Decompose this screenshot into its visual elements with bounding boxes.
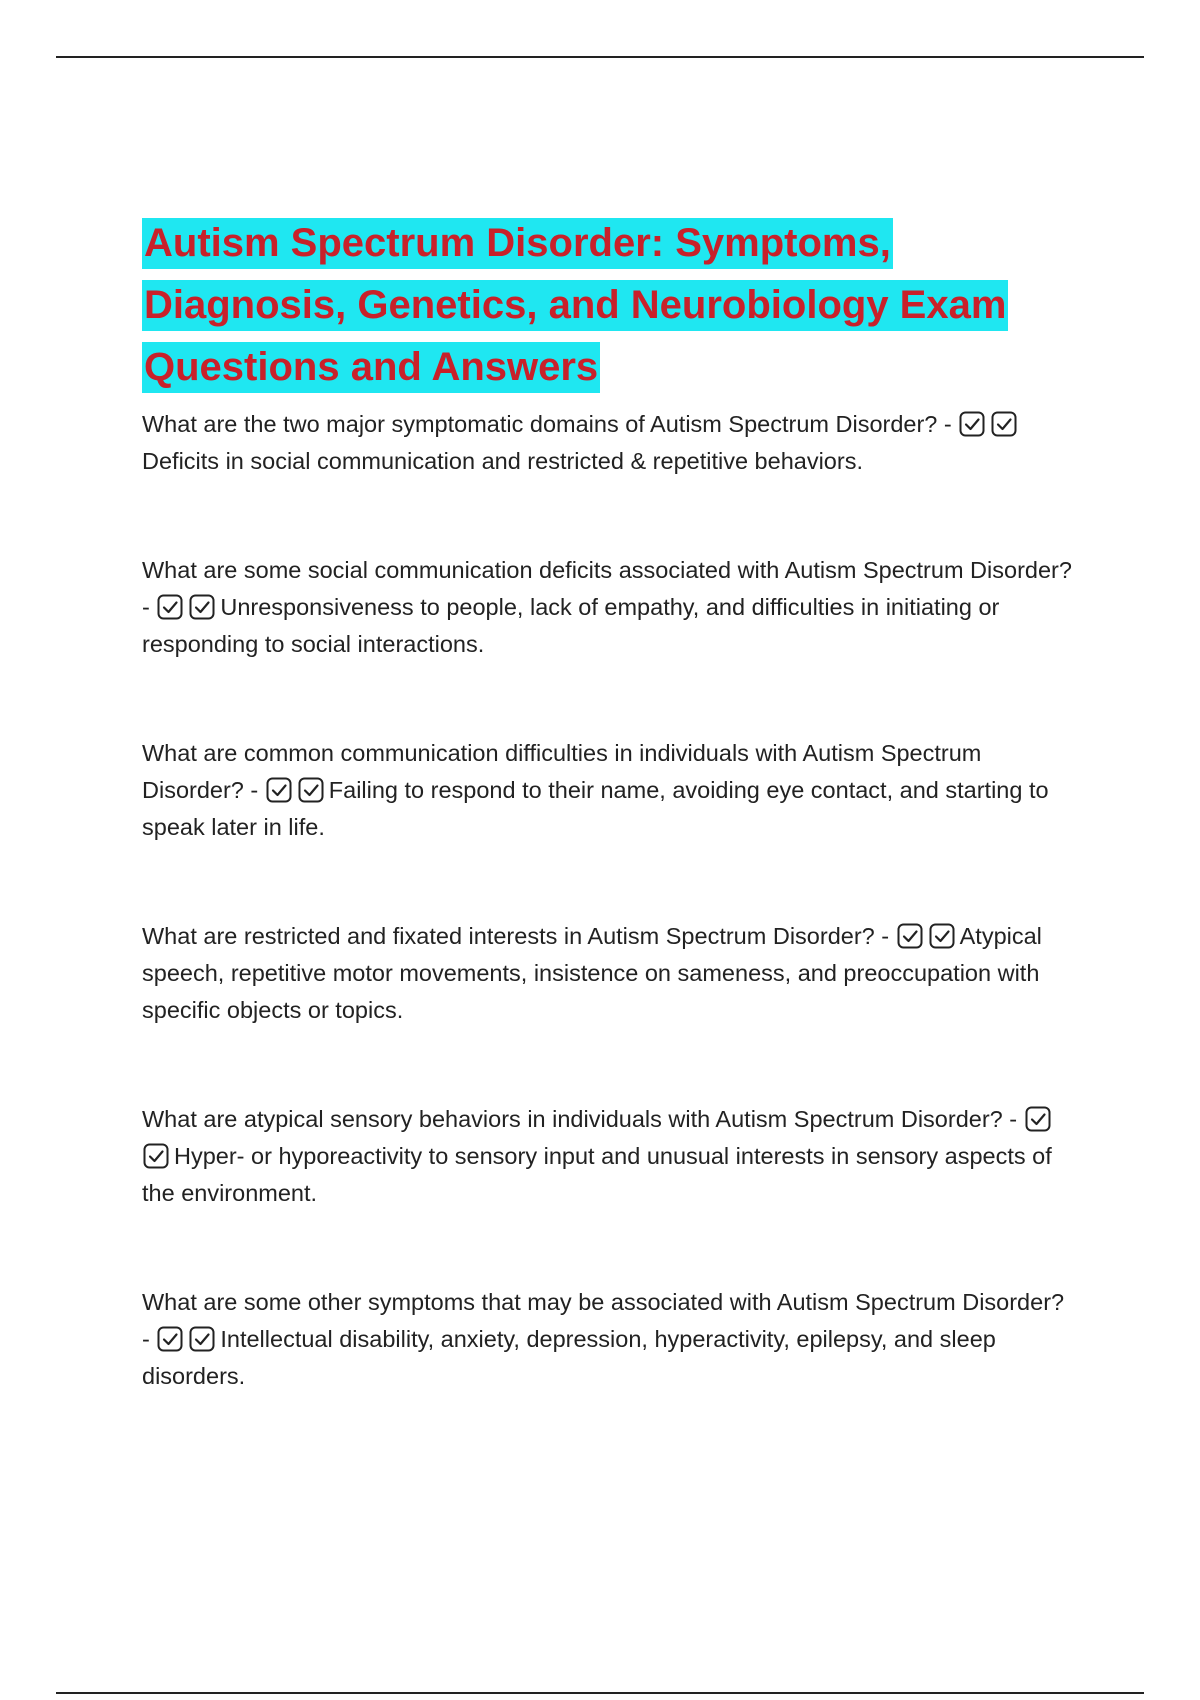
answer-text: Atypical speech, repetitive motor movements, insistence on sameness, and preoccupation with specific objects or topics.: [142, 923, 1042, 1023]
answer-text: Intellectual disability, anxiety, depression, hyperactivity, epilepsy, and sleep disorders.: [142, 1326, 996, 1389]
qa-item: [142, 735, 1072, 846]
question-text: What are atypical sensory behaviors in individuals with Autism Spectrum Disorder? -: [142, 1106, 1018, 1132]
qa-item: [142, 918, 1072, 1029]
question-text: What are common communication difficulties in individuals with Autism Spectrum Disorder? -: [142, 740, 982, 803]
document-title: [142, 212, 1072, 398]
checkbox-checked-icon: [297, 776, 325, 804]
qa-item: [142, 1284, 1072, 1395]
checkbox-checked-icon: [896, 922, 924, 950]
checkbox-checked-icon: [142, 1142, 170, 1170]
question-text: What are some social communication deficits associated with Autism Spectrum Disorder? -: [142, 557, 1072, 620]
checkbox-checked-icon: [156, 1325, 184, 1353]
question-text: What are some other symptoms that may be associated with Autism Spectrum Disorder? -: [142, 1289, 1065, 1352]
checkbox-checked-icon: [156, 593, 184, 621]
question-text: What are the two major symptomatic domains of Autism Spectrum Disorder? -: [142, 411, 952, 437]
checkbox-checked-icon: [990, 410, 1018, 438]
header-rule: [56, 56, 1144, 58]
qa-item: [142, 552, 1072, 663]
question-text: What are restricted and fixated interests in Autism Spectrum Disorder? -: [142, 923, 890, 949]
checkbox-checked-icon: [188, 1325, 216, 1353]
title-line: Autism Spectrum Disorder: Symptoms,: [142, 218, 893, 269]
answer-text: Hyper- or hyporeactivity to sensory input and unusual interests in sensory aspects of the environment.: [142, 1143, 1052, 1206]
checkbox-checked-icon: [188, 593, 216, 621]
title-line: Diagnosis, Genetics, and Neurobiology Exam: [142, 280, 1008, 331]
document-body: [142, 212, 1072, 1467]
title-line: Questions and Answers: [142, 342, 600, 393]
checkbox-checked-icon: [928, 922, 956, 950]
answer-text: Failing to respond to their name, avoiding eye contact, and starting to speak later in life.: [142, 777, 1049, 840]
answer-text: Unresponsiveness to people, lack of empathy, and difficulties in initiating or responding to social interactions.: [142, 594, 1000, 657]
qa-item: [142, 406, 1072, 480]
checkbox-checked-icon: [265, 776, 293, 804]
checkbox-checked-icon: [1024, 1105, 1052, 1133]
answer-text: Deficits in social communication and restricted & repetitive behaviors.: [142, 448, 863, 474]
checkbox-checked-icon: [958, 410, 986, 438]
footer-rule: [56, 1692, 1144, 1694]
qa-item: [142, 1101, 1072, 1212]
